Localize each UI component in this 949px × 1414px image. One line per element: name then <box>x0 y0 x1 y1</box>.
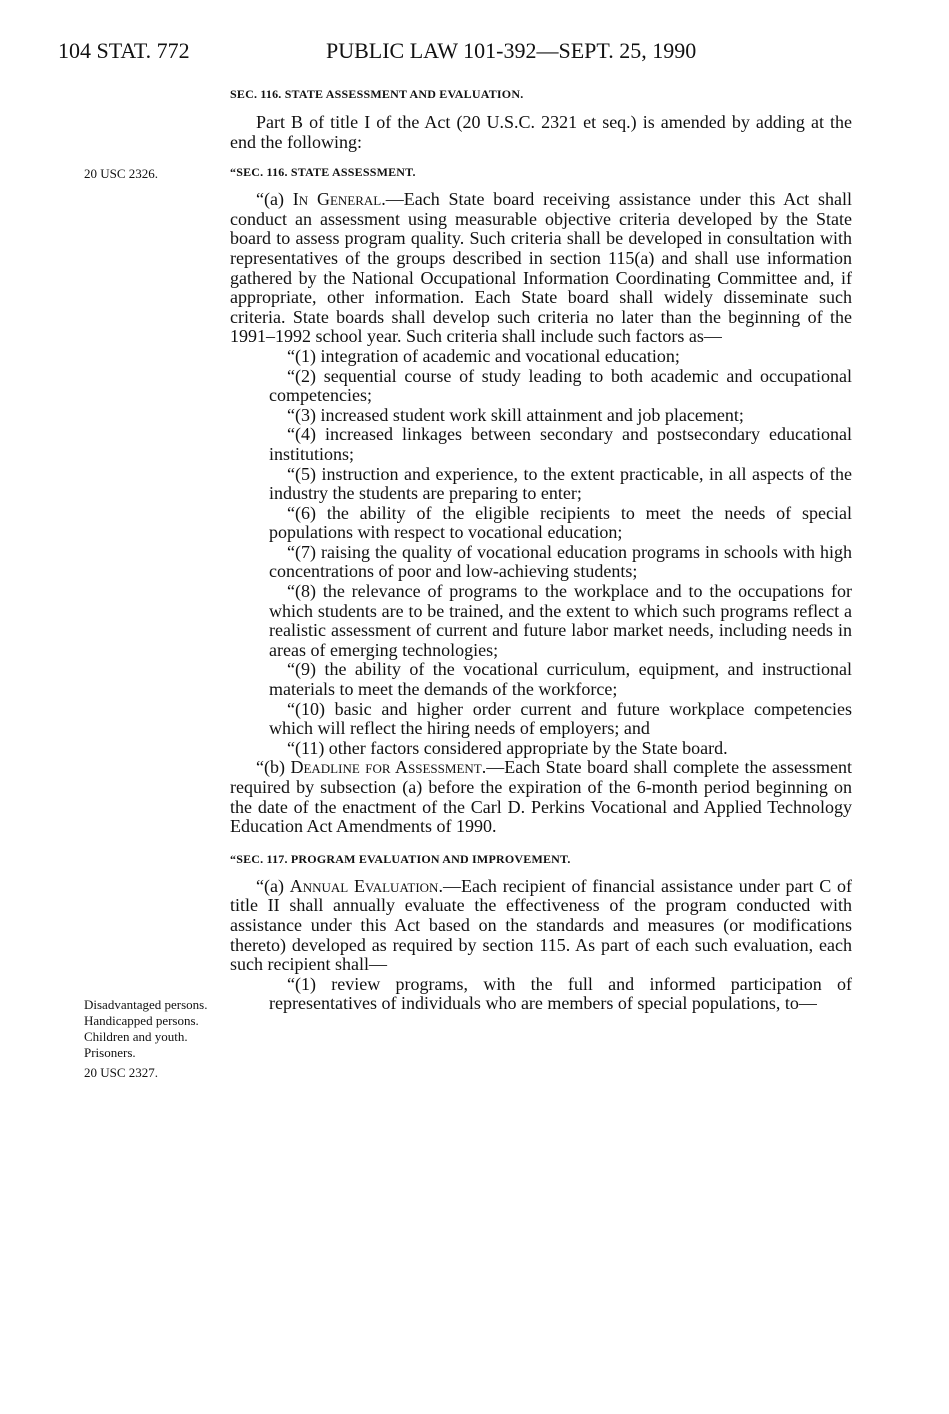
margin-note-line: Prisoners. <box>84 1045 136 1060</box>
factor-item: “(10) basic and higher order current and future workplace competencies which will reflect the hiring needs of employers; and <box>269 698 852 739</box>
factor-item: “(5) instruction and experience, to the extent practicable, in all aspects of the industry the students are preparing to enter; <box>269 463 852 504</box>
section-prefix: “SEC. 116. <box>230 165 288 180</box>
margin-note-line: 20 USC 2327. <box>84 1065 159 1080</box>
factor-item: “(4) increased linkages between secondary and postsecondary educational institutions; <box>269 424 852 464</box>
running-title: PUBLIC LAW 101-392—SEPT. 25, 1990 <box>326 38 697 63</box>
factor-item: “(6) the ability of the eligible recipients to meet the needs of special populations with respect to vocational education; <box>269 502 852 543</box>
subsection-b-paragraph <box>230 758 852 836</box>
subsection-label: “(b) <box>256 757 291 778</box>
margin-note-sec116: 20 USC 2326. <box>84 166 159 181</box>
page-number: 104 STAT. 772 <box>58 38 190 63</box>
quoted-section-117-heading <box>230 851 852 867</box>
subsection-text: .—Each State board receiving assistance under this Act shall conduct an assessment using measurable objective criteria developed by the State board to assess program quality. Such criteria shall be developed in consultation with representatives of the groups described in section 115(a) and shall use information gathered by the National Occupational Information Coordinating Committee and, if appropriate, other information. Each State board shall widely disseminate such criteria. State boards shall develop such criteria no later than the beginning of the 1991–1992 school year. Such criteria shall include such factors as— <box>230 189 853 347</box>
factor-item: “(3) increased student work skill attainment and job placement; <box>287 404 744 425</box>
factor-item: “(2) sequential course of study leading to both academic and occupational competencies; <box>269 365 852 406</box>
sec117-item: “(1) review programs, with the full and informed participation of representatives of individuals who are members of special populations, to— <box>269 973 852 1014</box>
quoted-section-116-heading <box>230 164 852 180</box>
page-header <box>58 36 818 66</box>
subsection-a-paragraph <box>230 190 852 347</box>
section-prefix: “SEC. 117. <box>230 851 288 866</box>
margin-note-line: Disadvantaged persons. <box>84 997 208 1012</box>
subsection-text: .—Each recipient of financial assistance under part C of title II shall annually evaluate the effectiveness of the program conducted with assistance under this Act based on the standards and measures (or modifications thereto) developed as required by section 115. As part of each such evaluation, each such recipient shall— <box>230 875 853 975</box>
subsection-heading: Annual Evaluation <box>289 875 439 896</box>
factor-item: “(9) the ability of the vocational curriculum, equipment, and instructional materials to meet the demands of the workforce; <box>269 659 852 700</box>
amendment-intro: Part B of title I of the Act (20 U.S.C. 2321 et seq.) is amended by adding at the end the following: <box>230 112 852 152</box>
section-116-heading <box>230 86 852 102</box>
margin-note-line: Children and youth. <box>84 1029 188 1044</box>
section-title: STATE ASSESSMENT AND EVALUATION. <box>284 87 524 101</box>
section-title: STATE ASSESSMENT. <box>290 165 416 180</box>
factor-item: “(1) integration of academic and vocational education; <box>287 345 680 366</box>
subsection-heading: Deadline for Assessment <box>290 757 482 778</box>
subsection-text: .—Each State board shall complete the assessment required by subsection (a) before the expiration of the 6-month period beginning on the date of the enactment of the Carl D. Perkins Vocational and Applied Technology Education Act Amendments of 1990. <box>230 757 852 837</box>
factor-item: “(8) the relevance of programs to the workplace and to the occupations for which students are to be trained, and the extent to which such programs reflect a realistic assessment of current and future labor market needs, including needs in areas of emerging technologies; <box>269 581 852 660</box>
section-prefix: SEC. 116. <box>230 87 282 101</box>
section-title: PROGRAM EVALUATION AND IMPROVEMENT. <box>290 851 571 866</box>
subsection-label: “(a) <box>256 875 290 896</box>
subsection-label: “(a) <box>256 189 293 210</box>
sec117-subsection-a-paragraph <box>230 877 852 975</box>
margin-note-sec117 <box>84 997 214 1081</box>
subsection-heading: In General <box>292 189 382 210</box>
document-body <box>230 86 852 1014</box>
factor-item: “(7) raising the quality of vocational education programs in schools with high concentrations of poor and low-achieving students; <box>269 541 852 582</box>
margin-note-line: Handicapped persons. <box>84 1013 199 1028</box>
factor-item: “(11) other factors considered appropriate by the State board. <box>287 737 728 758</box>
